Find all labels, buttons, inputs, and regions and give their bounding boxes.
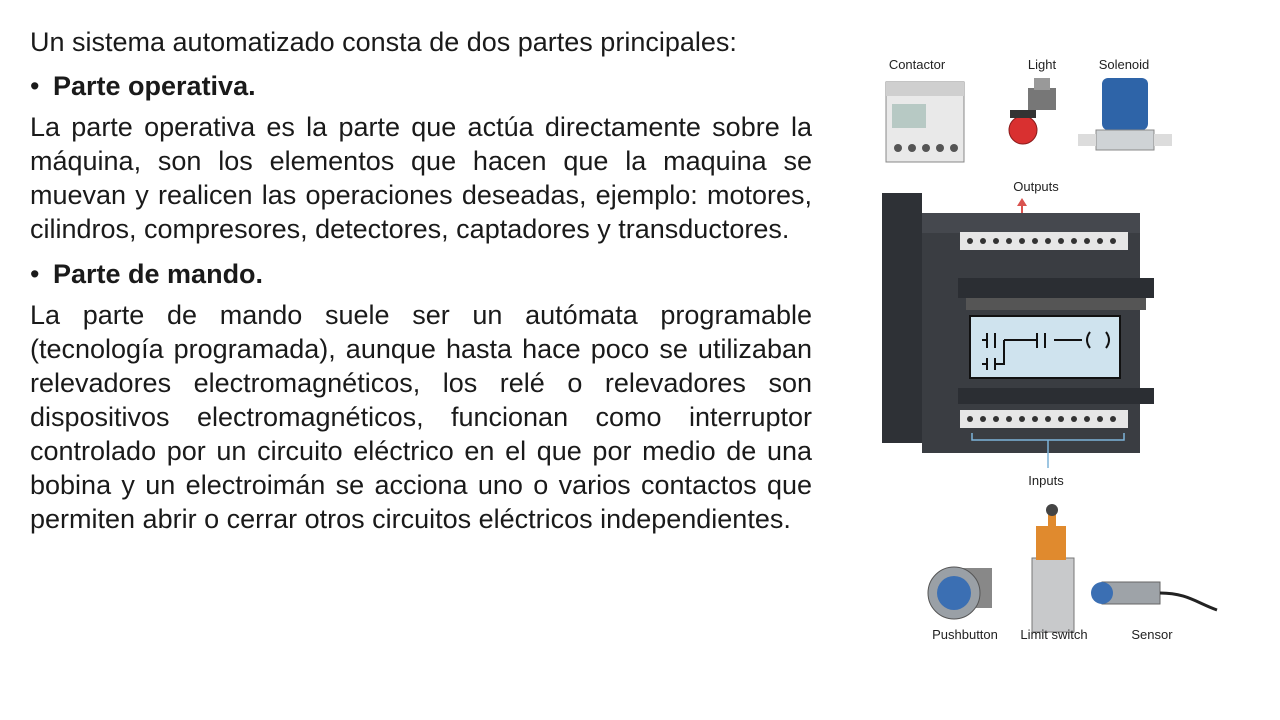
text-column [30, 26, 812, 548]
plc-icon [882, 193, 1154, 453]
paragraph-parte-operativa: La parte operativa es la parte que actúa directamente sobre la máquina, son los elementos que hacen que la maquina se muevan y realicen las operaciones deseadas, ejemplo: motores, cilindros, compresores, detectores, captadores y transductores. [30, 112, 812, 244]
light-icon [1009, 78, 1056, 144]
pushbutton-icon [928, 567, 992, 619]
limit-switch-icon [1032, 504, 1074, 632]
sensor-icon [1091, 582, 1217, 610]
bullet-icon: • [30, 71, 40, 101]
label-inputs: Inputs [1028, 473, 1064, 488]
label-contactor: Contactor [888, 57, 946, 72]
label-light: Light [1027, 57, 1057, 72]
label-pushbutton: Pushbutton [932, 627, 998, 642]
bullet-icon: • [30, 259, 40, 289]
heading-parte-de-mando: Parte de mando. [53, 259, 264, 289]
solenoid-icon [1078, 78, 1172, 150]
label-limit-switch: Limit switch [1020, 627, 1088, 642]
bullet-parte-de-mando [30, 258, 812, 290]
outputs-arrowhead [1017, 198, 1027, 206]
label-outputs: Outputs [1013, 179, 1059, 194]
contactor-icon [886, 82, 964, 162]
paragraph-parte-de-mando: La parte de mando suele ser un autómata programable (tecnología programada), aunque hasta hace poco se utilizaban relevadores electromagnéticos, los relé o relevadores son dispositivos electromagnéticos, funcionan como interruptor controlado por un circuito eléctrico en el que por medio de una bobina y un electroimán se acciona uno o varios contactos que permiten abrir o cerrar otros circuitos eléctricos independientes. [30, 300, 812, 534]
bullet-parte-operativa [30, 70, 812, 102]
label-solenoid: Solenoid [1098, 57, 1150, 72]
plc-diagram [862, 48, 1232, 648]
heading-parte-operativa: Parte operativa. [53, 71, 256, 101]
intro-text: Un sistema automatizado consta de dos partes principales: [30, 27, 737, 57]
label-sensor: Sensor [1131, 627, 1173, 642]
